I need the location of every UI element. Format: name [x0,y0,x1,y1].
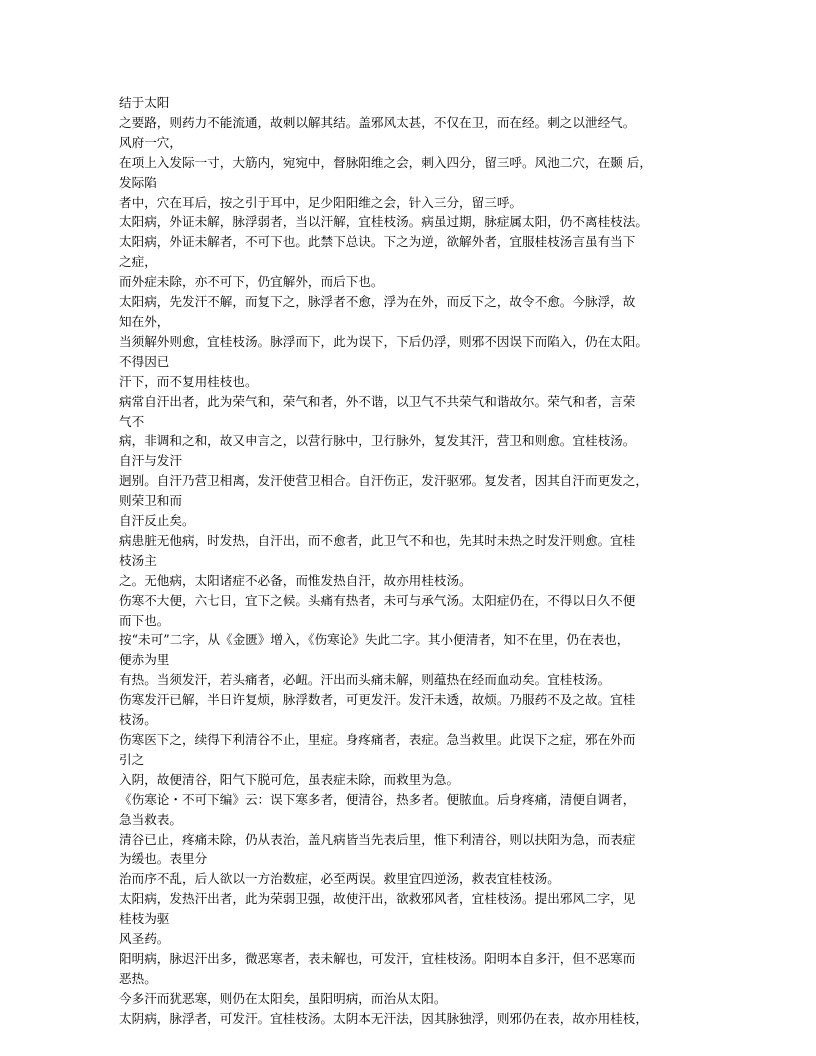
text-line: 之要路，则药力不能流通，故刺以解其结。盖邪风太甚，不仅在卫，而在经。刺之以泄经气。 [119,114,636,130]
text-line: 当须解外则愈，宜桂枝汤。脉浮而下，此为误下，下后仍浮，则邪不因误下而陷入，仍在太阳。 [119,333,648,349]
text-line: 汗下，而不复用桂枝也。 [119,373,258,389]
text-line: 病常自汗出者，此为荣气和，荣气和者，外不谐，以卫气不共荣气和谐故尔。荣气和者，言荣 [119,393,636,409]
text-line: 自汗反止矣。 [119,513,195,529]
text-line: 桂枝为驱 [119,911,170,927]
text-line: 按“未可”二字，从《金匮》增入，《伤寒论》失此二字。其小便清者，知不在里，仍在表也， [119,632,630,648]
text-line: 而外症未除，亦不可下，仍宜解外，而后下也。 [119,274,384,290]
text-line: 太阳病，发热汗出者，此为荣弱卫强，故使汗出，欲救邪风者，宜桂枝汤。提出邪风二字，见 [119,891,636,907]
text-line: 恶热。 [119,970,157,986]
text-line: 风府一穴， [119,134,182,150]
text-line: 枝汤主 [119,552,157,568]
text-line: 之症， [119,254,157,270]
text-line: 急当救表。 [119,811,182,827]
text-line: 知在外， [119,313,170,329]
text-line: 病，非调和之和，故又申言之，以营行脉中，卫行脉外，复发其汗，营卫和则愈。宜桂枝汤。 [119,433,636,449]
text-line: 伤寒发汗已解，半日许复烦，脉浮数者，可更发汗。发汗未透，故烦。乃服药不及之故。宜桂 [119,692,636,708]
text-line: 入阴，故便清谷，阳气下脱可危，虽表症未除，而救里为急。 [119,771,460,787]
text-line: 枝汤。 [119,712,157,728]
text-line: 在项上入发际一寸，大筋内，宛宛中，督脉阳维之会，刺入四分，留三呼。风池二穴，在颞 后， [119,154,652,170]
text-line: 风圣药。 [119,931,170,947]
text-line: 阳明病，脉迟汗出多，微恶寒者，表未解也，可发汗，宜桂枝汤。阳明本自多汗，但不恶寒而 [119,950,636,966]
text-line: 发际陷 [119,174,157,190]
text-line: 伤寒不大便，六七日，宜下之候。头痛有热者，未可与承气汤。太阳症仍在，不得以日久不便 [119,592,636,608]
text-line: 为缓也。表里分 [119,851,208,867]
text-line: 伤寒医下之，续得下利清谷不止，里症。身疼痛者，表症。急当救里。此误下之症，邪在外而 [119,732,636,747]
text-line: 自汗与发汗 [119,453,182,469]
text-line: 《伤寒论・不可下编》云：误下寒多者，便清谷，热多者。便脓血。后身疼痛，清便自调者， [119,791,636,807]
text-line: 便赤为里 [119,652,170,668]
text-line: 太阴病，脉浮者，可发汗。宜桂枝汤。太阴本无汗法，因其脉独浮，则邪仍在表，故亦用桂枝， [119,1010,648,1026]
text-line: 而下也。 [119,612,170,628]
text-line: 太阳病，外证未解者，不可下也。此禁下总诀。下之为逆，欲解外者，宜服桂枝汤言虽有当下 [119,234,636,250]
document-page [119,93,701,1029]
text-line: 者中，穴在耳后，按之引于耳中，足少阳阳维之会，针入三分，留三呼。 [119,194,522,210]
text-line: 之。无他病，太阳诸症不必备，而惟发热自汗，故亦用桂枝汤。 [119,572,472,588]
text-line: 治而序不乱，后人欲以一方治数症，必至两误。救里宜四逆汤，救表宜桂枝汤。 [119,871,560,887]
text-line: 清谷已止，疼痛未除，仍从表治，盖凡病皆当先表后里，惟下利清谷，则以扶阳为急，而表症 [119,831,636,847]
text-line: 则荣卫和而 [119,493,182,509]
text-line: 有热。当须发汗，若头痛者，必衄。汗出而头痛未解，则蕴热在经而血动矣。宜桂枝汤。 [119,672,611,688]
text-line: 太阳病，外证未解，脉浮弱者，当以汗解，宜桂枝汤。病虽过期，脉症属太阳，仍不离桂枝法。 [119,214,648,230]
text-line: 不得因已 [119,353,170,369]
text-line: 太阳病，先发汗不解，而复下之，脉浮者不愈，浮为在外，而反下之，故令不愈。今脉浮，故 [119,294,636,310]
text-line: 结于太阳 [119,95,170,110]
text-line: 迥别。自汗乃营卫相离，发汗使营卫相合。自汗伤正，发汗驱邪。复发者，因其自汗而更发之， [119,473,648,489]
text-line: 引之 [119,751,145,767]
text-line: 今多汗而犹恶寒，则仍在太阳矣，虽阳明病，而治从太阳。 [119,990,447,1006]
text-line: 病患脏无他病，时发热，自汗出，而不愈者，此卫气不和也，先其时未热之时发汗则愈。宜桂 [119,532,636,548]
text-line: 气不 [119,413,145,429]
